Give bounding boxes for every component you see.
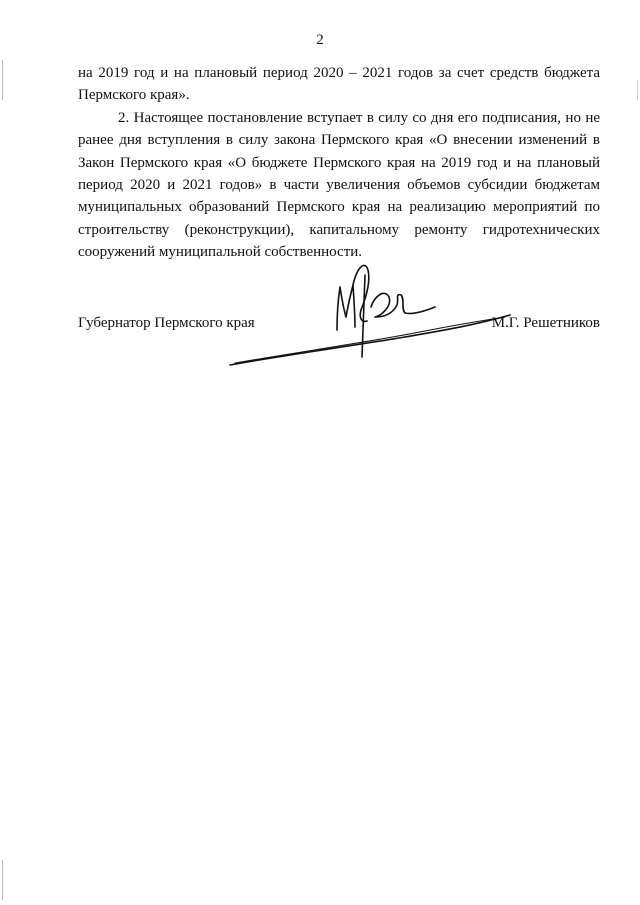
handwritten-signature xyxy=(225,255,525,375)
page-number: 2 xyxy=(316,32,324,48)
body-text xyxy=(78,62,600,264)
paragraph-continuation: на 2019 год и на плановый период 2020 – 2021 годов за счет средств бюджета Пермского края». xyxy=(78,65,600,104)
scan-edge-mark xyxy=(2,860,3,900)
scan-edge-mark xyxy=(2,60,3,100)
signatory-name: М.Г. Решетников xyxy=(491,315,600,331)
scan-edge-mark xyxy=(637,80,638,100)
paragraph-2: 2. Настоящее постановление вступает в силу со дня его подписания, но не ранее дня вступления в силу закона Пермского края «О внесении изменений в Закон Пермского края «О бюджете Пермского края на 2019 год и на плановый период 2020 и 2021 годов» в части увеличения объемов субсидии бюджетам муниципальных образований Пермского края на реализацию мероприятий по строительству (реконструкции), капитальному ремонту гидротехнических сооружений муниципальной собственности. xyxy=(78,109,600,261)
signatory-title: Губернатор Пермского края xyxy=(78,315,255,331)
